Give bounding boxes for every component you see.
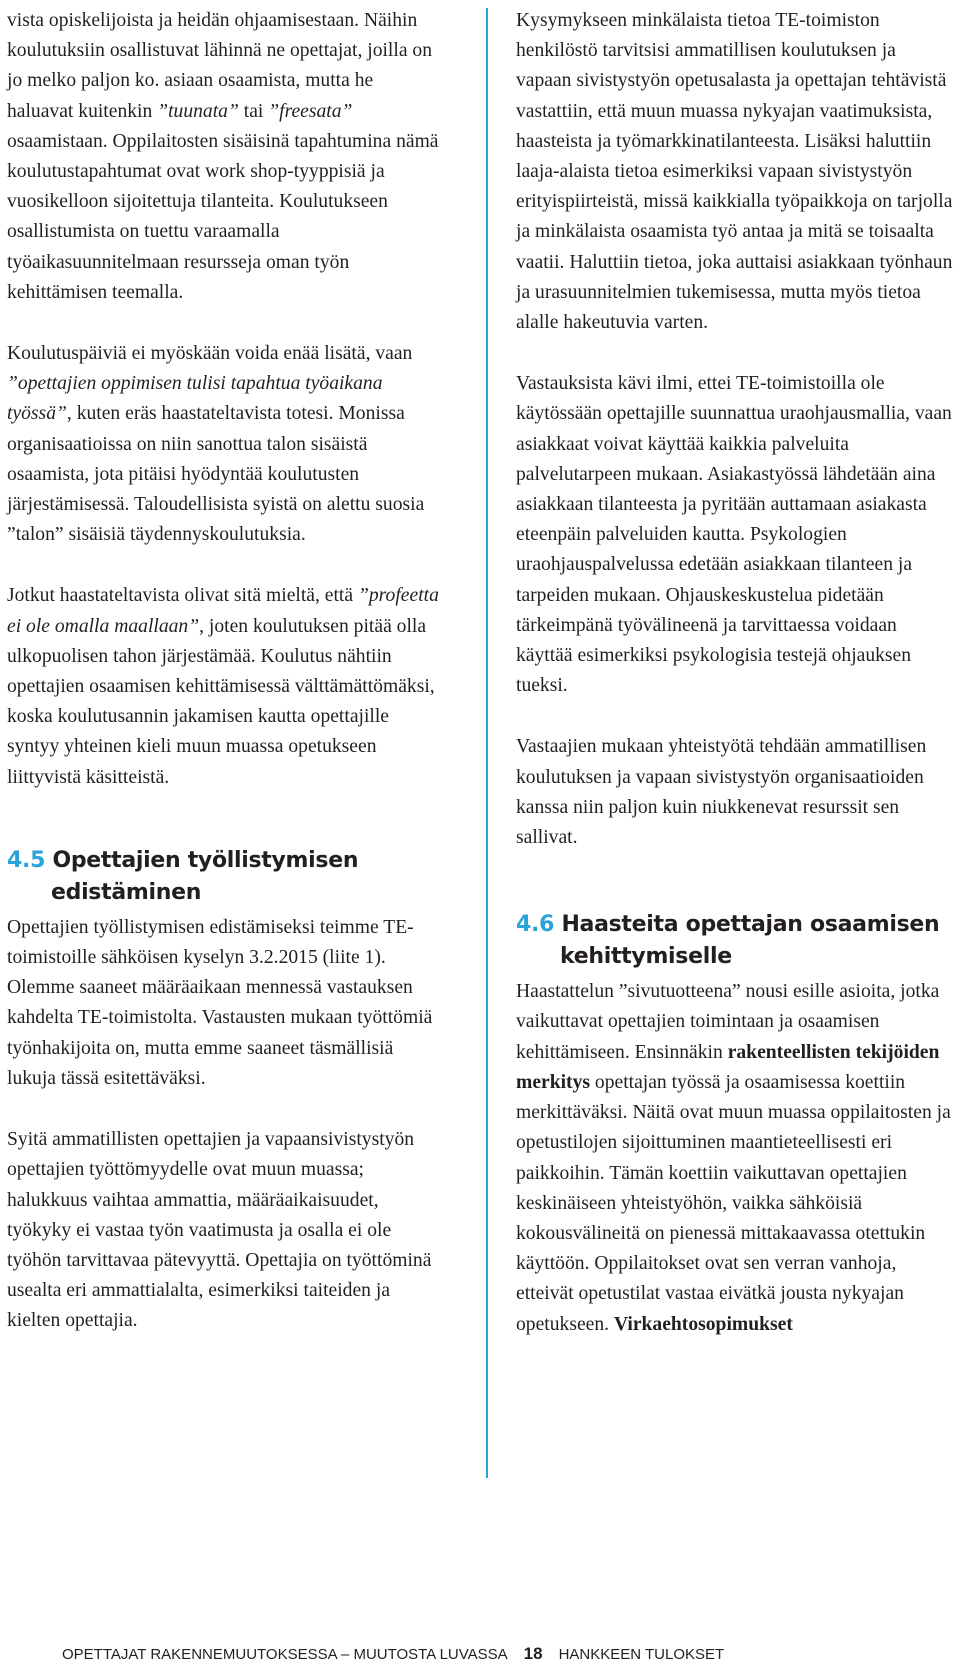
paragraph: Vastaajien mukaan yhteistyötä tehdään ammatillisen koulutuksen ja vapaan sivistystyön organisaatioiden kanssa niin paljon kuin niukkenevat resurssit sen sallivat. bbox=[516, 736, 927, 849]
bold-term: Virkaehtosopimukset bbox=[613, 1313, 793, 1335]
paragraph: Jotkut haastateltavista olivat sitä mieltä, että ”profeetta ei ole omalla maallaan”, joten koulutuksen pitää olla ulkopuolisen tahon järjestämää. Koulutus nähtiin opettajien osaamisen kehittämisessä välttämättömäksi, koska koulutusannin jakamisen kautta opettajille syntyy yhteinen kieli muun muassa opetukseen liittyvistä käsitteistä. bbox=[7, 585, 439, 788]
paragraph: Vastauksista kävi ilmi, ettei TE-toimistoilla ole käytössään opettajille suunnattua uraohjausmallia, vaan asiakkaat voivat käyttää kaikkia palveluita palvelutarpeen mukaan. Asiakastyössä lähdetään aina asiakkaan tilanteesta ja pyritään auttamaan asiakasta eteenpäin palveluiden kautta. Psykologien uraohjauspalvelussa edetään asiakkaan tilanteen ja tarpeiden mukaan. Ohjauskeskustelua pidetään tärkeimpänä työvälineenä ja tarvittaessa voidaan käyttää esimerkiksi psykologisia testejä ohjauksen tueksi. bbox=[516, 373, 952, 697]
paragraph: Haastattelun ”sivutuotteena” nousi esille asioita, jotka vaikuttavat opettajien toimintaan ja osaamisen kehittämiseen. Ensinnäkin rakenteellisten tekijöiden merkitys opettajan työssä ja osaamisessa koettiin merkittäväksi. Näitä ovat muun muassa oppilaitosten ja opetustilojen sijoittuminen maantieteellisesti eri paikkoihin. Tämän koettiin vaikuttavan opettajien keskinäiseen yhteistyöhön, vaikka sähköisiä kokousvälineitä on pienessä mittakaavassa otettukin käyttöön. Oppilaitokset ovat sen verran vanhoja, etteivät opetustilat vastaa eivätkä jousta nykyajan opetukseen. Virkaehtosopimukset bbox=[516, 981, 951, 1335]
section-title-cont: edistäminen bbox=[51, 879, 202, 905]
paragraph: Opettajien työllistymisen edistämiseksi teimme TE-toimistoille sähköisen kyselyn 3.2.2015 (liite 1). Olemme saaneet määräaikaan mennessä vastauksen kahdelta TE-toimistolta. Vastausten mukaan työttömiä työnhakijoita on, mutta emme saaneet täsmällisiä lukuja tässä esitettäväksi. bbox=[7, 916, 433, 1089]
left-column bbox=[7, 6, 440, 1368]
section-title: Haasteita opettajan osaamisen bbox=[561, 912, 940, 938]
section-number: 4.5 bbox=[7, 847, 46, 873]
quote: ”freesata” bbox=[268, 100, 353, 122]
quote: ”opettajien oppimisen tulisi tapahtua työaikana työssä” bbox=[7, 373, 383, 425]
footer-section-title: HANKKEEN TULOKSET bbox=[558, 1646, 725, 1663]
quote: ”profeetta ei ole omalla maallaan” bbox=[7, 585, 439, 637]
paragraph: Koulutuspäiviä ei myöskään voida enää lisätä, vaan ”opettajien oppimisen tulisi tapahtua työaikana työssä”, kuten eräs haastateltavista totesi. Monissa organisaatioissa on niin sanottua talon sisäistä osaamista, jota pitäisi hyödyntää koulutusten järjestämisessä. Taloudellisista syistä on alettu suosia ”talon” sisäisiä täydennyskoulutuksia. bbox=[7, 343, 425, 546]
quote: ”tuunata” bbox=[157, 100, 239, 122]
page-number: 18 bbox=[523, 1644, 543, 1663]
column-divider bbox=[486, 8, 488, 1478]
paragraph: Kysymykseen minkälaista tietoa TE-toimiston henkilöstö tarvitsisi ammatillisen koulutuksen ja vapaan sivistystyön opetusalasta ja opettajan tehtävistä vastattiin, että muun muassa nykyajan vaatimuksista, haasteista ja työmarkkinatilanteesta. Lisäksi haluttiin laaja-alaista tietoa esimerkiksi vapaan sivistystyön erityispiirteistä, missä kaikkialla työpaikkoja on tarjolla ja minkälaista osaamista työ antaa ja mitä se toisaalta vaatii. Haluttiin tietoa, joka auttaisi asiakkaan työnhaun ja urasuunnitelmien tukemisessa, mutta myös tietoa alalle hakeutuvia varten. bbox=[516, 10, 953, 334]
paragraph: Syitä ammatillisten opettajien ja vapaansivistystyön opettajien työttömyydelle ovat muun muassa; halukkuus vaihtaa ammattia, määräaikaisuudet, työkyky ei vastaa työn vaatimusta ja osalla ei ole työhön tarvittavaa pätevyyttä. Opettajia on työttöminä usealta eri ammattialalta, esimerkiksi taiteiden ja kielten opettajia. bbox=[7, 1129, 432, 1332]
section-heading-4-6 bbox=[516, 909, 956, 973]
section-heading-4-5 bbox=[7, 845, 440, 909]
right-column bbox=[516, 6, 956, 1371]
page-footer bbox=[62, 1644, 724, 1664]
section-title-cont: kehittymiselle bbox=[560, 944, 732, 970]
paragraph: vista opiskelijoista ja heidän ohjaamisestaan. Näihin koulutuksiin osallistuvat lähinnä ne opettajat, joilla on jo melko paljon ko. asiaan osaamista, mutta he haluavat kuitenkin ”tuunata” tai ”freesata” osaamistaan. Oppilaitosten sisäisinä tapahtumina nämä koulutustapahtumat ovat work shop-tyyppisiä ja vuosikelloon sijoitettuja tilanteita. Koulutukseen osallistumista on tuettu varaamalla työaikasuunnitelmaan resursseja oman työn kehittämisen teemalla. bbox=[7, 10, 439, 303]
section-title: Opettajien työllistymisen bbox=[52, 847, 359, 873]
footer-publication-title: OPETTAJAT RAKENNEMUUTOKSESSA – MUUTOSTA LUVASSA bbox=[62, 1646, 508, 1663]
section-number: 4.6 bbox=[516, 912, 555, 938]
bold-term: rakenteellisten tekijöiden merkitys bbox=[516, 1041, 940, 1093]
